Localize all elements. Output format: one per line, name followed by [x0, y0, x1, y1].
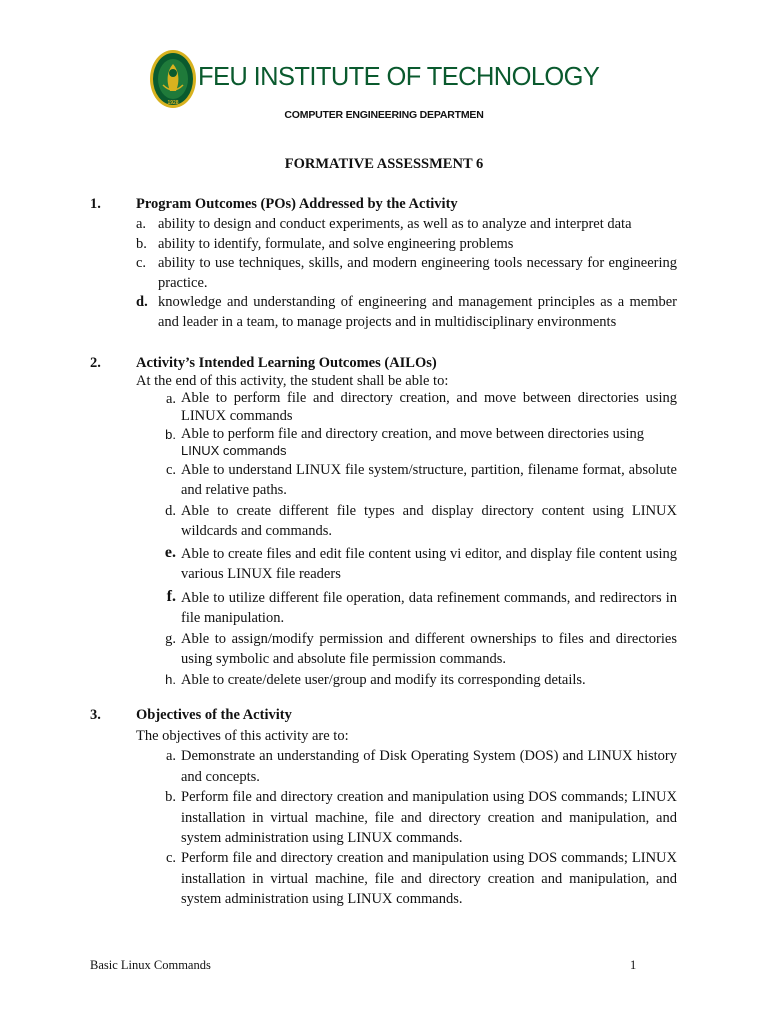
list-item-letter: g. [165, 631, 176, 647]
list-item-letter: c. [136, 255, 147, 271]
list-item-letter: d. [136, 294, 148, 310]
section-title: Program Outcomes (POs) Addressed by the Activity [136, 196, 458, 212]
feu-seal-logo [149, 49, 197, 109]
list-item-text: ability to design and conduct experiments, as well as to analyze and interpret data [158, 216, 632, 232]
section-intro: The objectives of this activity are to: [136, 728, 349, 744]
list-item-text: Perform file and directory creation and manipulation using DOS commands; LINUX installation in virtual machine, file and directory creation and manipulation, and system administration using LINUX commands. [181, 850, 677, 907]
list-item-letter: f. [166, 588, 176, 605]
list-item-letter: c. [165, 850, 176, 866]
footer-page-number: 1 [630, 958, 637, 972]
list-item-text: Able to create files and edit file content using vi editor, and display file content using various LINUX file readers [181, 546, 677, 582]
list-item-letter: h. [165, 672, 176, 687]
institution-name: FEU INSTITUTE OF TECHNOLOGY [198, 63, 600, 91]
section-number: 2. [90, 355, 101, 371]
list-item-text: Able to create/delete user/group and modify its corresponding details. [181, 672, 586, 688]
list-item-letter: a. [165, 748, 176, 764]
list-item-text: ability to use techniques, skills, and modern engineering tools necessary for engineering practice. [158, 255, 677, 291]
list-item-letter: a. [136, 216, 147, 232]
list-item-text: Demonstrate an understanding of Disk Operating System (DOS) and LINUX history and concepts. [181, 748, 677, 785]
list-item-letter: c. [165, 462, 176, 478]
section-number: 3. [90, 707, 101, 723]
section-title: Objectives of the Activity [136, 707, 292, 723]
list-item-text: ability to identify, formulate, and solve engineering problems [158, 236, 514, 252]
list-item-letter: a. [165, 391, 176, 407]
list-item-text: Able to utilize different file operation, data refinement commands, and redirectors in file manipulation. [181, 590, 677, 626]
list-item-text: Able to assign/modify permission and different ownerships to files and directories using symbolic and absolute file permission commands. [181, 631, 677, 667]
list-item-letter: b. [165, 427, 176, 442]
list-item-letter: d. [165, 503, 176, 519]
list-item-text-continuation: LINUX commands [181, 443, 287, 458]
seal-year: 1928 [167, 100, 179, 106]
list-item-text: Able to create different file types and display directory content using LINUX wildcards and commands. [181, 503, 677, 539]
section-title: Activity’s Intended Learning Outcomes (AILOs) [136, 355, 437, 371]
list-item-text: Able to perform file and directory creation, and move between directories using [181, 426, 645, 442]
list-item-letter: e. [164, 544, 176, 561]
department-name: COMPUTER ENGINEERING DEPARTMEN [284, 109, 484, 121]
list-item-letter: b. [165, 789, 176, 805]
section-intro: At the end of this activity, the student shall be able to: [136, 373, 449, 389]
list-item-letter: b. [136, 236, 147, 252]
list-item-text: Able to understand LINUX file system/structure, partition, filename format, absolute and relative paths. [181, 462, 677, 498]
section-number: 1. [90, 196, 101, 212]
list-item-text: Perform file and directory creation and manipulation using DOS commands; LINUX installation in virtual machine, file and directory creation and manipulation, and system administration using LINUX commands. [181, 789, 677, 846]
footer-document-name: Basic Linux Commands [90, 958, 211, 972]
list-item-text: Able to perform file and directory creation, and move between directories using LINUX commands [181, 390, 677, 424]
document-title: FORMATIVE ASSESSMENT 6 [284, 156, 484, 172]
list-item-text: knowledge and understanding of engineering and management principles as a member and leader in a team, to manage projects and in multidisciplinary environments [158, 294, 677, 330]
